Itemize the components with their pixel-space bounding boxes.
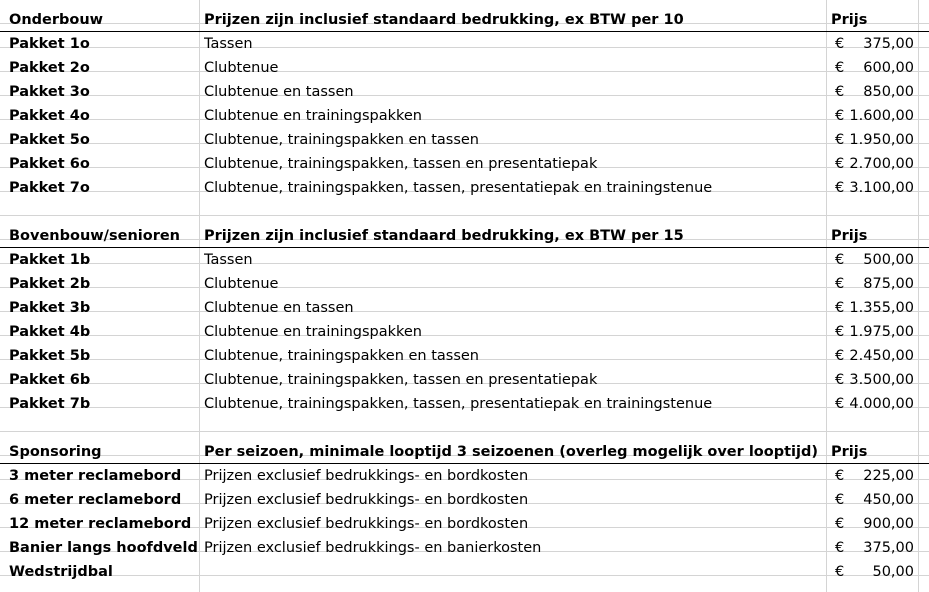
cell-description[interactable]: Clubtenue, trainingspakken en tassen: [204, 132, 479, 148]
price-amount: 2.700,00: [849, 156, 914, 172]
cell-description[interactable]: Prijzen exclusief bedrukkings- en bordkosten: [204, 468, 529, 484]
cell-price[interactable]: [831, 344, 918, 368]
table-row: [0, 536, 929, 560]
cell-description[interactable]: Clubtenue en tassen: [204, 300, 354, 316]
currency-symbol: €: [835, 540, 845, 556]
section-header-onderbouw: [0, 8, 929, 32]
header-cell-category[interactable]: Bovenbouw/senioren: [9, 228, 181, 244]
header-cell-price[interactable]: Prijs: [831, 228, 868, 244]
cell-description[interactable]: Prijzen exclusief bedrukkings- en banierkosten: [204, 540, 542, 556]
currency-symbol: €: [835, 156, 845, 172]
currency-symbol: €: [835, 468, 845, 484]
cell-description[interactable]: Clubtenue: [204, 276, 279, 292]
table-row: [0, 80, 929, 104]
cell-package-name[interactable]: Pakket 5b: [9, 348, 91, 364]
currency-symbol: €: [835, 372, 845, 388]
cell-price[interactable]: [831, 464, 918, 488]
cell-description[interactable]: Clubtenue: [204, 60, 279, 76]
table-row: [0, 512, 929, 536]
price-amount: 375,00: [863, 540, 914, 556]
currency-symbol: €: [835, 132, 845, 148]
currency-symbol: €: [835, 36, 845, 52]
currency-symbol: €: [835, 84, 845, 100]
cell-package-name[interactable]: Pakket 1b: [9, 252, 91, 268]
cell-package-name[interactable]: Pakket 4o: [9, 108, 90, 124]
price-amount: 50,00: [872, 564, 914, 580]
cell-package-name[interactable]: Pakket 7b: [9, 396, 91, 412]
price-amount: 450,00: [863, 492, 914, 508]
table-row: [0, 152, 929, 176]
currency-symbol: €: [835, 60, 845, 76]
table-row: [0, 488, 929, 512]
currency-symbol: €: [835, 516, 845, 532]
table-row: [0, 176, 929, 200]
cell-price[interactable]: [831, 176, 918, 200]
price-amount: 1.355,00: [849, 300, 914, 316]
cell-price[interactable]: [831, 80, 918, 104]
header-cell-category[interactable]: Onderbouw: [9, 12, 104, 28]
price-amount: 600,00: [863, 60, 914, 76]
cell-description[interactable]: Clubtenue, trainingspakken en tassen: [204, 348, 479, 364]
table-row: [0, 320, 929, 344]
cell-price[interactable]: [831, 272, 918, 296]
cell-price[interactable]: [831, 104, 918, 128]
cell-package-name[interactable]: Pakket 3o: [9, 84, 90, 100]
cell-price[interactable]: [831, 248, 918, 272]
currency-symbol: €: [835, 276, 845, 292]
price-amount: 900,00: [863, 516, 914, 532]
cell-package-name[interactable]: Pakket 2o: [9, 60, 90, 76]
cell-description[interactable]: Clubtenue, trainingspakken, tassen en presentatiepak: [204, 372, 598, 388]
table-row: [0, 296, 929, 320]
cell-description[interactable]: Clubtenue, trainingspakken, tassen, presentatiepak en trainingstenue: [204, 180, 713, 196]
table-row: [0, 368, 929, 392]
table-row: [0, 344, 929, 368]
header-cell-price[interactable]: Prijs: [831, 444, 868, 460]
cell-sponsor-item[interactable]: Banier langs hoofdveld: [9, 540, 198, 556]
price-amount: 4.000,00: [849, 396, 914, 412]
cell-price[interactable]: [831, 296, 918, 320]
header-cell-description[interactable]: Prijzen zijn inclusief standaard bedrukking, ex BTW per 15: [204, 228, 684, 244]
table-row: [0, 392, 929, 416]
currency-symbol: €: [835, 108, 845, 124]
cell-package-name[interactable]: Pakket 3b: [9, 300, 91, 316]
cell-price[interactable]: [831, 488, 918, 512]
price-amount: 1.950,00: [849, 132, 914, 148]
price-amount: 1.600,00: [849, 108, 914, 124]
cell-package-name[interactable]: Pakket 5o: [9, 132, 90, 148]
cell-price[interactable]: [831, 392, 918, 416]
cell-sponsor-item[interactable]: 3 meter reclamebord: [9, 468, 182, 484]
cell-description[interactable]: Clubtenue en tassen: [204, 84, 354, 100]
table-row: [0, 248, 929, 272]
cell-sponsor-item[interactable]: Wedstrijdbal: [9, 564, 113, 580]
table-row: [0, 272, 929, 296]
price-amount: 225,00: [863, 468, 914, 484]
section-header-sponsoring: [0, 440, 929, 464]
header-cell-price[interactable]: Prijs: [831, 12, 868, 28]
cell-sponsor-item[interactable]: 12 meter reclamebord: [9, 516, 192, 532]
cell-price[interactable]: [831, 536, 918, 560]
header-cell-category[interactable]: Sponsoring: [9, 444, 102, 460]
cell-description[interactable]: Prijzen exclusief bedrukkings- en bordkosten: [204, 492, 529, 508]
section-header-bovenbouw: [0, 224, 929, 248]
price-amount: 3.500,00: [849, 372, 914, 388]
cell-price[interactable]: [831, 512, 918, 536]
cell-price[interactable]: [831, 560, 918, 584]
price-amount: 1.975,00: [849, 324, 914, 340]
cell-price[interactable]: [831, 152, 918, 176]
cell-price[interactable]: [831, 32, 918, 56]
cell-package-name[interactable]: Pakket 1o: [9, 36, 90, 52]
price-amount: 850,00: [863, 84, 914, 100]
header-cell-description[interactable]: Prijzen zijn inclusief standaard bedrukking, ex BTW per 10: [204, 12, 684, 28]
currency-symbol: €: [835, 348, 845, 364]
cell-description[interactable]: Clubtenue en trainingspakken: [204, 324, 422, 340]
currency-symbol: €: [835, 300, 845, 316]
cell-price[interactable]: [831, 128, 918, 152]
cell-package-name[interactable]: Pakket 2b: [9, 276, 91, 292]
currency-symbol: €: [835, 492, 845, 508]
cell-sponsor-item[interactable]: 6 meter reclamebord: [9, 492, 182, 508]
table-row: [0, 56, 929, 80]
cell-price[interactable]: [831, 320, 918, 344]
cell-package-name[interactable]: Pakket 6b: [9, 372, 91, 388]
table-row: [0, 128, 929, 152]
cell-description[interactable]: Clubtenue en trainingspakken: [204, 108, 422, 124]
table-row: [0, 560, 929, 584]
price-amount: 875,00: [863, 276, 914, 292]
cell-price[interactable]: [831, 368, 918, 392]
cell-description[interactable]: Prijzen exclusief bedrukkings- en bordkosten: [204, 516, 529, 532]
table-row: [0, 464, 929, 488]
header-cell-description[interactable]: Per seizoen, minimale looptijd 3 seizoenen (overleg mogelijk over looptijd): [204, 444, 818, 460]
price-amount: 375,00: [863, 36, 914, 52]
price-amount: 2.450,00: [849, 348, 914, 364]
cell-package-name[interactable]: Pakket 6o: [9, 156, 90, 172]
table-row: [0, 32, 929, 56]
cell-description[interactable]: Clubtenue, trainingspakken, tassen, presentatiepak en trainingstenue: [204, 396, 713, 412]
cell-description[interactable]: Tassen: [204, 36, 253, 52]
currency-symbol: €: [835, 180, 845, 196]
cell-description[interactable]: Tassen: [204, 252, 253, 268]
currency-symbol: €: [835, 564, 845, 580]
currency-symbol: €: [835, 396, 845, 412]
cell-description[interactable]: Clubtenue, trainingspakken, tassen en presentatiepak: [204, 156, 598, 172]
cell-package-name[interactable]: Pakket 7o: [9, 180, 90, 196]
table-row: [0, 104, 929, 128]
cell-description[interactable]: [204, 560, 826, 584]
currency-symbol: €: [835, 252, 845, 268]
cell-package-name[interactable]: Pakket 4b: [9, 324, 91, 340]
cell-price[interactable]: [831, 56, 918, 80]
price-amount: 3.100,00: [849, 180, 914, 196]
currency-symbol: €: [835, 324, 845, 340]
price-amount: 500,00: [863, 252, 914, 268]
